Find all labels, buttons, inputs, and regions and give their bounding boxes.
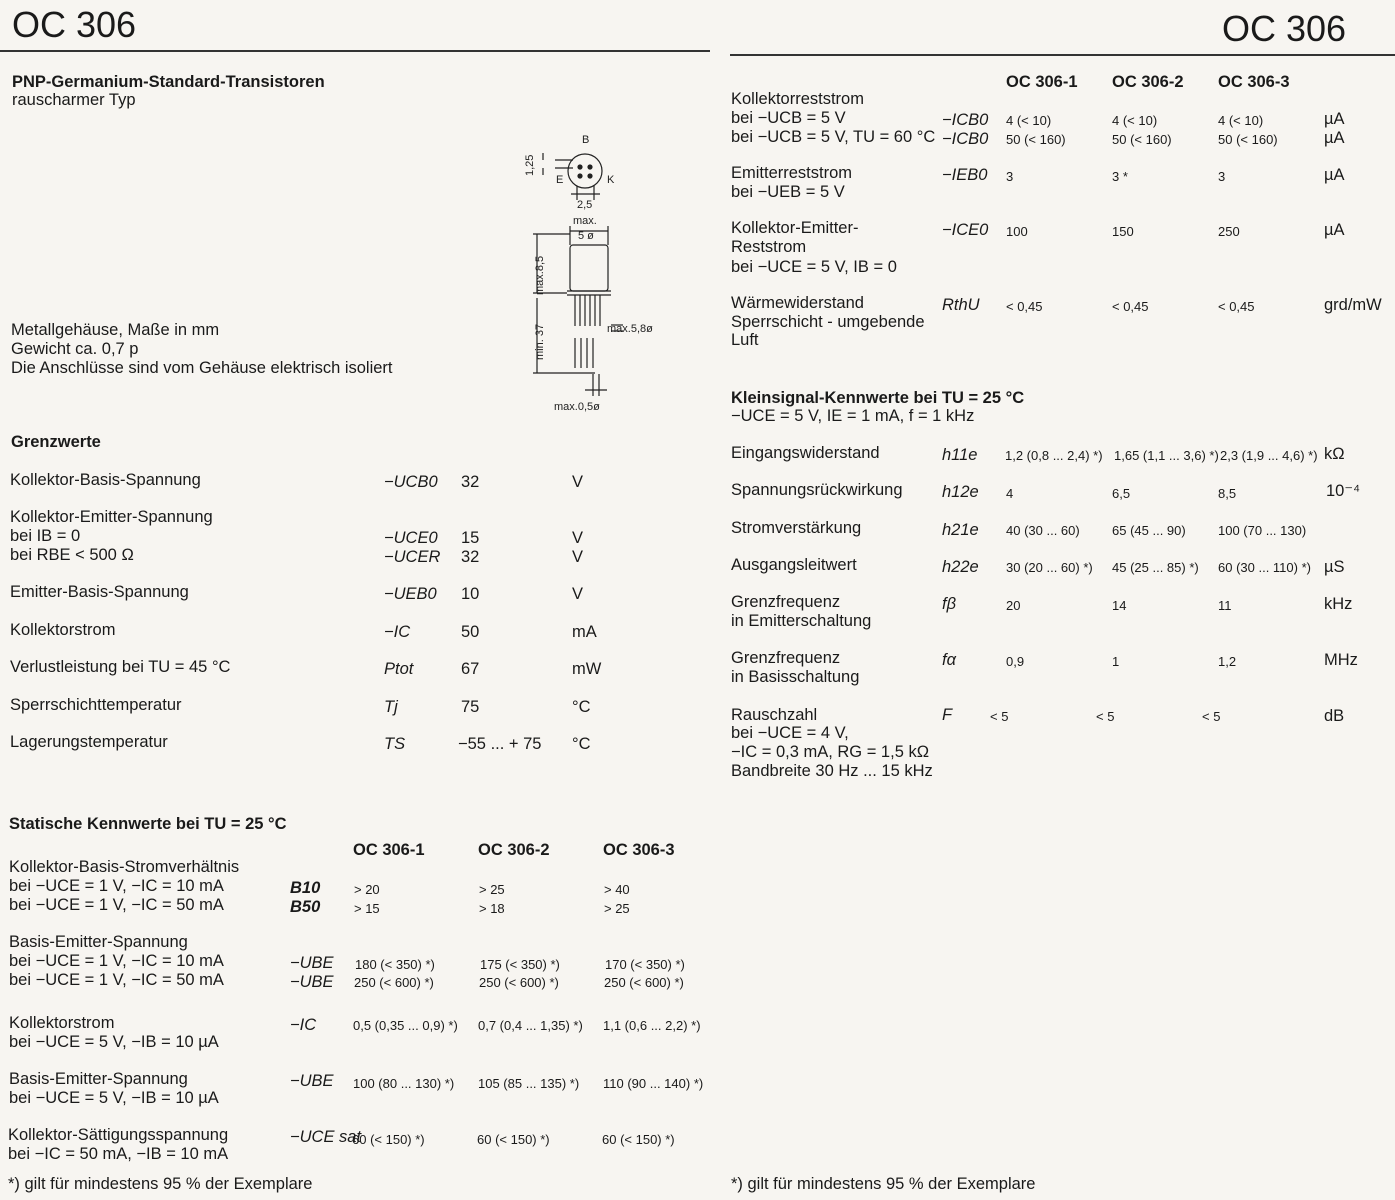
small-signal-heading: Kleinsignal-Kennwerte bei TU = 25 °C xyxy=(731,389,1025,407)
static-value: > 18 xyxy=(479,901,505,916)
static-value: > 25 xyxy=(604,901,630,916)
static-heading: Statische Kennwerte bei TU = 25 °C xyxy=(9,815,287,833)
small-label: Eingangswiderstand xyxy=(731,444,880,462)
limits-unit: °C xyxy=(572,698,591,716)
right-label: Reststrom xyxy=(731,238,807,256)
static-label: Kollektorstrom xyxy=(9,1014,115,1032)
limits-symbol: −UEB0 xyxy=(384,585,437,603)
intro-heading: PNP-Germanium-Standard-Transistoren xyxy=(12,73,325,91)
right-label: Kollektorreststrom xyxy=(731,90,864,108)
limits-symbol: −UCER xyxy=(384,548,441,566)
right-unit: µA xyxy=(1324,221,1345,239)
small-unit: µS xyxy=(1324,558,1345,576)
right-type-header: OC 306-1 xyxy=(1006,73,1078,91)
small-value: 60 (30 ... 110) *) xyxy=(1218,560,1311,575)
small-unit: dB xyxy=(1324,707,1345,725)
static-label: bei −UCE = 5 V, −IB = 10 µA xyxy=(9,1033,219,1051)
right-value: 50 (< 160) xyxy=(1112,132,1172,147)
right-unit: µA xyxy=(1324,129,1345,147)
limits-unit: °C xyxy=(572,735,591,753)
small-value: 4 xyxy=(1006,486,1014,501)
static-label: bei −UCE = 1 V, −IC = 50 mA xyxy=(9,896,224,914)
right-label: Kollektor-Emitter- xyxy=(731,219,859,237)
static-type-header: OC 306-3 xyxy=(603,841,675,859)
limits-value: 67 xyxy=(461,660,480,678)
static-label: bei −UCE = 5 V, −IB = 10 µA xyxy=(9,1089,219,1107)
small-value: 1 xyxy=(1112,654,1120,669)
small-value: 30 (20 ... 60) *) xyxy=(1006,560,1093,575)
limits-label: Emitter-Basis-Spannung xyxy=(10,583,189,601)
static-value: 250 (< 600) *) xyxy=(354,975,434,990)
static-value: 110 (90 ... 140) *) xyxy=(603,1076,704,1091)
case-line: Die Anschlüsse sind vom Gehäuse elektrisch isoliert xyxy=(11,359,393,377)
limits-unit: V xyxy=(572,548,584,566)
right-unit: µA xyxy=(1324,166,1345,184)
right-label: Sperrschicht - umgebende xyxy=(731,313,925,331)
right-value: 50 (< 160) xyxy=(1006,132,1066,147)
right-unit: µA xyxy=(1324,110,1345,128)
small-value: 14 xyxy=(1112,598,1127,613)
right-value: < 0,45 xyxy=(1218,299,1255,314)
intro-subheading: rauscharmer Typ xyxy=(12,91,136,109)
static-label: bei −IC = 50 mA, −IB = 10 mA xyxy=(8,1145,229,1163)
static-value: 250 (< 600) *) xyxy=(479,975,559,990)
small-label: Bandbreite 30 Hz ... 15 kHz xyxy=(731,762,933,780)
small-unit: 10⁻⁴ xyxy=(1326,482,1361,500)
right-value: 4 (< 10) xyxy=(1218,113,1264,128)
static-symbol: −UBE xyxy=(290,973,334,991)
limits-symbol: −UCB0 xyxy=(384,473,438,491)
right-value: 3 * xyxy=(1112,169,1128,184)
dim-max: max. xyxy=(573,215,597,227)
static-value: > 40 xyxy=(604,882,630,897)
static-symbol: −UBE xyxy=(290,954,334,972)
header-rule-right xyxy=(730,54,1395,56)
dim-max05: max.0,5ø xyxy=(554,401,600,413)
right-value: 3 xyxy=(1006,169,1014,184)
small-signal-conditions: −UCE = 5 V, IE = 1 mA, f = 1 kHz xyxy=(731,407,975,425)
static-symbol: B50 xyxy=(290,898,321,916)
static-value: 250 (< 600) *) xyxy=(604,975,684,990)
small-symbol: fα xyxy=(942,651,956,669)
right-value: 4 (< 10) xyxy=(1006,113,1052,128)
small-label: bei −UCE = 4 V, xyxy=(731,724,849,742)
limits-symbol: Tj xyxy=(384,698,398,716)
dim-5: 5 ø xyxy=(578,230,594,242)
limits-label: Lagerungstemperatur xyxy=(10,733,168,751)
small-symbol: h22e xyxy=(942,558,979,576)
static-value: 0,5 (0,35 ... 0,9) *) xyxy=(353,1018,458,1033)
static-type-header: OC 306-2 xyxy=(478,841,550,859)
right-label: Wärmewiderstand xyxy=(731,294,864,312)
small-symbol: F xyxy=(942,706,953,724)
small-symbol: h11e xyxy=(942,446,978,464)
header-rule-left xyxy=(0,50,710,52)
right-value: 50 (< 160) xyxy=(1218,132,1278,147)
small-value: 2,3 (1,9 ... 4,6) *) xyxy=(1220,448,1318,463)
right-label: bei −UEB = 5 V xyxy=(731,183,845,201)
static-value: 105 (85 ... 135) *) xyxy=(478,1076,580,1091)
static-symbol: B10 xyxy=(290,879,321,897)
pin-label-b: B xyxy=(582,134,590,146)
static-label: Basis-Emitter-Spannung xyxy=(9,1070,188,1088)
right-value: 100 xyxy=(1006,224,1028,239)
static-label: Kollektor-Sättigungsspannung xyxy=(8,1126,229,1144)
static-value: 60 (< 150) *) xyxy=(352,1132,425,1147)
limits-label: Kollektor-Basis-Spannung xyxy=(10,471,201,489)
right-value: < 0,45 xyxy=(1112,299,1149,314)
small-value: < 5 xyxy=(1202,709,1221,724)
limits-label: Kollektor-Emitter-Spannung xyxy=(10,508,213,526)
small-value: 1,2 xyxy=(1218,654,1237,669)
static-label: Kollektor-Basis-Stromverhältnis xyxy=(9,858,240,876)
small-symbol: fβ xyxy=(942,595,957,613)
case-line: Metallgehäuse, Maße in mm xyxy=(11,321,220,339)
transistor-dimension-drawing xyxy=(515,128,695,423)
right-label: bei −UCE = 5 V, IB = 0 xyxy=(731,258,897,276)
limits-value: 32 xyxy=(461,548,480,566)
small-unit: kΩ xyxy=(1324,445,1345,463)
small-label: −IC = 0,3 mA, RG = 1,5 kΩ xyxy=(731,743,930,761)
static-label: bei −UCE = 1 V, −IC = 10 mA xyxy=(9,877,224,895)
small-label: Grenzfrequenz xyxy=(731,649,841,667)
right-value: 3 xyxy=(1218,169,1226,184)
right-footnote: *) gilt für mindestens 95 % der Exemplare xyxy=(731,1175,1036,1193)
static-value: 60 (< 150) *) xyxy=(602,1132,675,1147)
case-line: Gewicht ca. 0,7 p xyxy=(11,340,139,358)
limits-symbol: Ptot xyxy=(384,660,414,678)
limits-label: Verlustleistung bei TU = 45 °C xyxy=(10,658,231,676)
small-value: 11 xyxy=(1218,598,1232,613)
right-symbol: −ICB0 xyxy=(942,111,989,129)
dim-min37: min. 37 xyxy=(534,323,546,360)
small-label: Rauschzahl xyxy=(731,706,818,724)
small-value: 40 (30 ... 60) xyxy=(1006,523,1080,538)
small-label: in Emitterschaltung xyxy=(731,612,872,630)
small-value: 100 (70 ... 130) xyxy=(1218,523,1307,538)
limits-unit: mW xyxy=(572,660,602,678)
right-value: < 0,45 xyxy=(1006,299,1043,314)
static-value: 60 (< 150) *) xyxy=(477,1132,550,1147)
dim-25: 2,5 xyxy=(577,199,593,211)
static-label: Basis-Emitter-Spannung xyxy=(9,933,188,951)
limits-unit: V xyxy=(572,585,584,603)
limits-unit: mA xyxy=(572,623,597,641)
small-unit: kHz xyxy=(1324,595,1353,613)
small-label: Spannungsrückwirkung xyxy=(731,481,903,499)
right-unit: grd/mW xyxy=(1324,296,1382,314)
static-value: 1,1 (0,6 ... 2,2) *) xyxy=(603,1018,701,1033)
static-value: 180 (< 350) *) xyxy=(355,957,435,972)
right-value: 250 xyxy=(1218,224,1240,239)
right-symbol: −ICB0 xyxy=(942,130,989,148)
static-footnote: *) gilt für mindestens 95 % der Exemplare xyxy=(8,1175,313,1193)
limits-heading: Grenzwerte xyxy=(11,433,101,451)
small-label: Grenzfrequenz xyxy=(731,593,841,611)
limits-value: 32 xyxy=(461,473,480,491)
limits-value: 75 xyxy=(461,698,480,716)
static-symbol: −UBE xyxy=(290,1072,334,1090)
small-value: < 5 xyxy=(990,709,1009,724)
static-value: > 25 xyxy=(479,882,505,897)
dim-max85: max.8,5 xyxy=(534,255,546,295)
limits-symbol: −IC xyxy=(384,623,411,641)
small-value: 45 (25 ... 85) *) xyxy=(1112,560,1199,575)
static-value: > 15 xyxy=(354,901,380,916)
static-symbol: −UCE sat xyxy=(290,1128,362,1146)
small-symbol: h21e xyxy=(942,521,979,539)
page-title-left: OC 306 xyxy=(12,4,137,45)
static-value: > 20 xyxy=(354,882,380,897)
right-label: Luft xyxy=(731,331,759,349)
limits-label: Sperrschichttemperatur xyxy=(10,696,182,714)
pin-label-k: K xyxy=(607,174,615,186)
limits-unit: V xyxy=(572,473,584,491)
limits-symbol: −UCE0 xyxy=(384,529,438,547)
right-symbol: −IEB0 xyxy=(942,166,988,184)
dim-max58: max.5,8ø xyxy=(607,323,653,335)
small-value: 6,5 xyxy=(1112,486,1131,501)
small-value: 65 (45 ... 90) xyxy=(1112,523,1186,538)
static-value: 100 (80 ... 130) *) xyxy=(353,1076,455,1091)
right-value: 150 xyxy=(1112,224,1134,239)
small-symbol: h12e xyxy=(942,483,979,501)
static-label: bei −UCE = 1 V, −IC = 50 mA xyxy=(9,971,224,989)
small-label: Ausgangsleitwert xyxy=(731,556,857,574)
right-label: bei −UCB = 5 V xyxy=(731,109,846,127)
static-value: 175 (< 350) *) xyxy=(480,957,560,972)
small-value: 0,9 xyxy=(1006,654,1025,669)
right-symbol: RthU xyxy=(942,296,980,314)
page-title-right: OC 306 xyxy=(1222,8,1347,49)
small-label: Stromverstärkung xyxy=(731,519,862,537)
static-symbol: −IC xyxy=(290,1016,317,1034)
right-type-header: OC 306-3 xyxy=(1218,73,1290,91)
small-value: 1,65 (1,1 ... 3,6) *) xyxy=(1114,448,1219,463)
small-unit: MHz xyxy=(1324,651,1358,669)
limits-label: Kollektorstrom xyxy=(10,621,116,639)
small-value: 8,5 xyxy=(1218,486,1237,501)
limits-value: −55 ... + 75 xyxy=(458,735,542,753)
dim-125: 1,25 xyxy=(524,154,536,176)
static-type-header: OC 306-1 xyxy=(353,841,425,859)
right-symbol: −ICE0 xyxy=(942,221,989,239)
limits-symbol: TS xyxy=(384,735,406,753)
limits-value: 15 xyxy=(461,529,480,547)
right-label: bei −UCB = 5 V, TU = 60 °C xyxy=(731,128,936,146)
limits-label: bei IB = 0 xyxy=(10,527,81,545)
right-label: Emitterreststrom xyxy=(731,164,853,182)
limits-unit: V xyxy=(572,529,584,547)
small-value: 1,2 (0,8 ... 2,4) *) xyxy=(1005,448,1103,463)
limits-value: 10 xyxy=(461,585,480,603)
small-label: in Basisschaltung xyxy=(731,668,860,686)
right-type-header: OC 306-2 xyxy=(1112,73,1184,91)
static-value: 0,7 (0,4 ... 1,35) *) xyxy=(478,1018,583,1033)
right-value: 4 (< 10) xyxy=(1112,113,1158,128)
limits-value: 50 xyxy=(461,623,480,641)
static-label: bei −UCE = 1 V, −IC = 10 mA xyxy=(9,952,224,970)
pin-label-e: E xyxy=(556,174,564,186)
small-value: 20 xyxy=(1006,598,1021,613)
limits-label: bei RBE < 500 Ω xyxy=(10,546,134,564)
static-value: 170 (< 350) *) xyxy=(605,957,685,972)
small-value: < 5 xyxy=(1096,709,1115,724)
